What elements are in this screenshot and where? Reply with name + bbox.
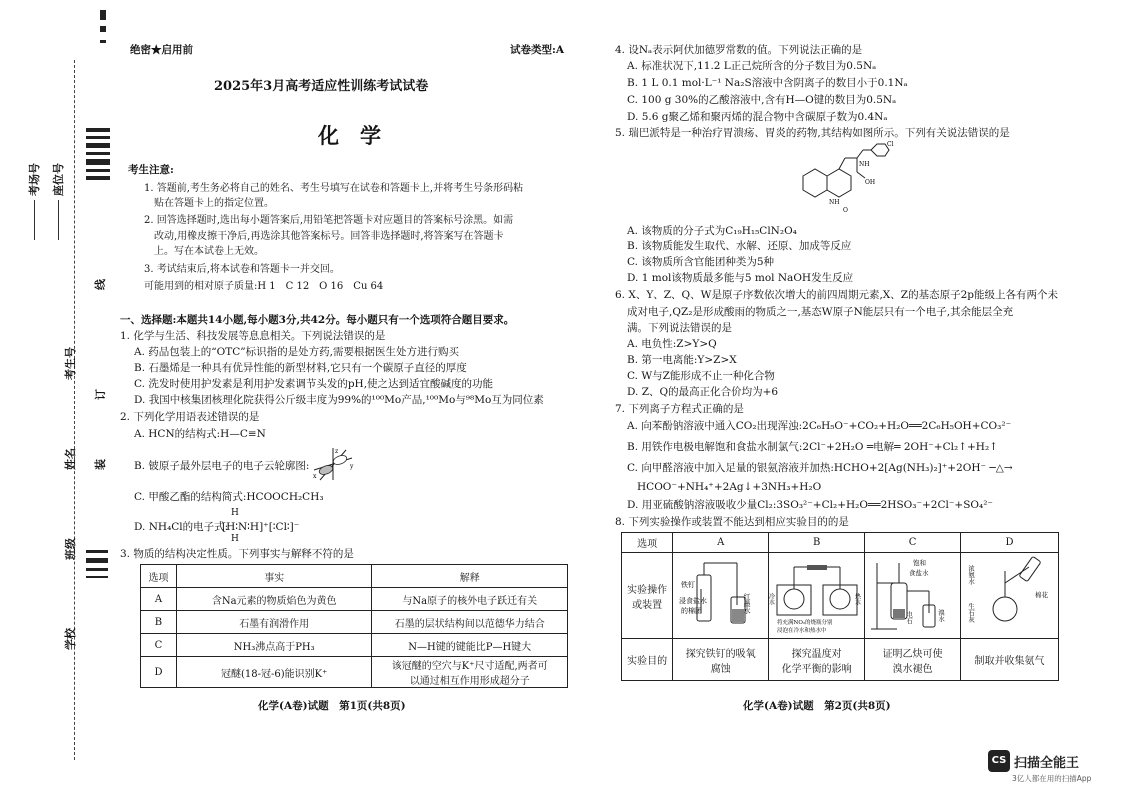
apparatus-c-label: 饱和 <box>912 559 926 567</box>
table-row <box>141 657 568 688</box>
label-school: 学校 <box>64 628 77 650</box>
label-seat: 座位号 <box>52 163 65 196</box>
row-label-purpose: 实验目的 <box>622 639 673 681</box>
q5-option-b: B. 该物质能发生取代、水解、还原、加成等反应 <box>627 240 852 252</box>
cut-line <box>74 60 75 760</box>
q4-option-a: A. 标准状况下,11.2 L正己烷所含的分子数目为0.5Nₐ <box>627 60 877 72</box>
question-6-line3: 满。下列说法错误的是 <box>627 322 732 334</box>
barcode-stripes-bottom <box>86 540 116 600</box>
purpose-c <box>865 639 961 681</box>
apparatus-d <box>961 553 1059 639</box>
question-3: 3. 物质的结构决定性质。下列事实与解释不符的是 <box>120 548 354 560</box>
cell-text: 证明乙炔可使 溴水褪色 <box>882 648 943 675</box>
q7-option-c: C. 向甲醛溶液中加入足量的银氨溶液并加热:HCHO+2[Ag(NH₃)₂]⁺+2OH⁻ ─△→ <box>627 462 1013 474</box>
q4-option-b: B. 1 L 0.1 mol·L⁻¹ Na₂S溶液中含阴离子的数目小于0.1Nₐ <box>627 77 908 89</box>
apparatus-b-diagram <box>767 553 863 635</box>
apparatus-d-label: 棉花 <box>1034 591 1048 599</box>
notice-line: 贴在答题卡上的指定位置。 <box>154 198 274 209</box>
purpose-a <box>673 639 769 681</box>
notice-line: 1. 答题前,考生务必将自己的姓名、考生号填写在试卷和答题卡上,并将考生号条形码粘 <box>144 183 524 194</box>
apparatus-c-label: 溴水 <box>936 609 945 622</box>
table-cell: C <box>141 634 177 657</box>
svg-text:x: x <box>313 473 317 480</box>
apparatus-c-label: 食盐水 <box>908 569 929 577</box>
q1-option-d: D. 我国中核集团核理化院获得公斤级丰度为99%的¹⁰⁰Mo产品,¹⁰⁰Mo与⁹⁸Mo互为同位素 <box>134 394 544 406</box>
subject-title: 化 学 <box>318 123 381 148</box>
q7-option-b: B. 用铁作电极电解饱和食盐水制氯气:2Cl⁻+2H₂O ═电解═ 2OH⁻+Cl₂↑+H₂↑ <box>627 441 998 453</box>
q1-option-b: B. 石墨烯是一种具有优异性能的新型材料,它只有一个碳原子直径的厚度 <box>134 362 467 374</box>
q6-option-a: A. 电负性:Z>Y>Q <box>627 338 717 350</box>
apparatus-b-label: 热水 <box>853 593 861 605</box>
table-cell: 该冠醚的空穴与K⁺尺寸适配,两者可 以通过相互作用形成超分子 <box>372 657 568 688</box>
apparatus-d-label: 浓氨水 <box>966 565 975 585</box>
label-student-no: 考生号 <box>64 347 77 380</box>
q6-option-c: C. W与Z能形成不止一种化合物 <box>627 370 775 382</box>
q4-option-c: C. 100 g 30%的乙酸溶液中,含有H—O键的数目为0.5Nₐ <box>627 94 897 106</box>
notice-line: 3. 考试结束后,将本试卷和答题卡一并交回。 <box>144 264 340 275</box>
q6-option-b: B. 第一电离能:Y>Z>X <box>627 354 737 366</box>
apparatus-d-diagram <box>963 553 1057 635</box>
table-row <box>141 634 568 657</box>
table-header: B <box>769 533 865 553</box>
label-ding: 订 <box>94 389 107 400</box>
section-1-header: 一、选择题:本题共14小题,每小题3分,共42分。每小题只有一个选项符合题目要求。 <box>120 314 515 326</box>
svg-text:NH: NH <box>829 199 840 206</box>
svg-text:NH: NH <box>859 161 870 168</box>
apparatus-b-label: 浸泡在冷水和热水中 <box>776 628 827 634</box>
apparatus-c-label: 电石 <box>904 611 913 624</box>
question-5: 5. 瑞巴派特是一种治疗胃溃疡、胃炎的药物,其结构如图所示。下列有关说法错误的是 <box>615 127 1010 139</box>
question-1: 1. 化学与生活、科技发展等息息相关。下列说法错误的是 <box>120 330 386 342</box>
svg-text:Cl: Cl <box>887 141 894 148</box>
cell-text: 探究铁钉的吸氧 腐蚀 <box>685 648 756 675</box>
row-label-apparatus <box>622 553 673 639</box>
paper-type: 试卷类型:A <box>510 44 565 56</box>
notice-line: 上。写在本试卷上无效。 <box>154 246 264 257</box>
table-cell: 含Na元素的物质焰色为黄色 <box>176 588 372 611</box>
exam-title: 2025年3月高考适应性训练考试试卷 <box>214 79 429 94</box>
scanner-title: 扫描全能王 <box>1014 756 1080 771</box>
svg-text:O: O <box>843 207 848 214</box>
table-cell: 冠醚(18-冠-6)能识别K⁺ <box>176 657 372 688</box>
label-class: 班级 <box>64 538 77 560</box>
table-cell: N—H键的键能比P—H键大 <box>372 634 568 657</box>
notice-line: 2. 回答选择题时,选出每小题答案后,用铅笔把答题卡对应题目的答案标号涂黑。如需 <box>144 215 514 226</box>
page-2-footer: 化学(A卷)试题 第2页(共8页) <box>743 700 891 712</box>
apparatus-c-diagram <box>867 553 959 635</box>
q2d-electron-formula: [H∶N∶H]⁺[∶Cl∶]⁻ <box>222 521 300 533</box>
question-2: 2. 下列化学用语表述错误的是 <box>120 411 260 423</box>
question-8: 8. 下列实验操作或装置不能达到相应实验目的的是 <box>615 516 849 528</box>
table-header: 事实 <box>176 565 372 588</box>
table-header: C <box>865 533 961 553</box>
table-header: D <box>961 533 1059 553</box>
question-6-line2: 成对电子,QZ₂是形成酸雨的物质之一,基态W原子N能层只有一个电子,其余能层全充 <box>627 306 1014 318</box>
cell-text: 实验操作 或装置 <box>627 584 668 611</box>
label-exam-no: 考场号 <box>28 163 41 196</box>
q2-option-b: B. 铍原子最外层电子的电子云轮廓图: <box>134 460 310 472</box>
question-8-table <box>621 532 1059 681</box>
svg-text:OH: OH <box>865 179 876 186</box>
q1-option-a: A. 药品包装上的“OTC”标识指的是处方药,需要根据医生处方进行购买 <box>134 346 459 358</box>
label-name: 姓名 <box>64 448 77 470</box>
table-header: 选项 <box>141 565 177 588</box>
q2d-top-h: H <box>231 508 239 518</box>
q5-option-d: D. 1 mol该物质最多能与5 mol NaOH发生反应 <box>627 272 854 284</box>
page-1 <box>118 0 573 794</box>
notice-line: 改动,用橡皮擦干净后,再选涂其他答案标号。回答非选择题时,将答案写在答题卡 <box>154 231 504 242</box>
atomic-mass: 可能用到的相对原子质量:H 1 C 12 O 16 Cu 64 <box>144 281 384 292</box>
q2-option-a: A. HCN的结构式:H—C≡N <box>134 428 266 440</box>
apparatus-a-label: 浸食盐水 <box>678 597 707 605</box>
q5-option-c: C. 该物质所含官能团种类为5种 <box>627 256 775 268</box>
scanner-subtitle: 3亿人都在用的扫描App <box>1012 774 1092 783</box>
table-cell: A <box>141 588 177 611</box>
p-orbital-diagram <box>310 444 356 484</box>
table-row <box>141 588 568 611</box>
scanner-logo: CS <box>988 750 1010 772</box>
page-1-footer: 化学(A卷)试题 第1页(共8页) <box>258 700 406 712</box>
apparatus-c <box>865 553 961 639</box>
apparatus-a-label: 的棉团 <box>680 607 702 615</box>
q6-option-d: D. Z、Q的最高正化合价均为+6 <box>627 386 779 398</box>
page-2 <box>603 0 1063 794</box>
table-cell: D <box>141 657 177 688</box>
apparatus-b-label: 冷水 <box>767 593 775 605</box>
table-cell: NH₃沸点高于PH₃ <box>176 634 372 657</box>
question-7: 7. 下列离子方程式正确的是 <box>615 403 744 415</box>
q7-option-c-line2: HCOO⁻+NH₄⁺+2Ag↓+3NH₃+H₂O <box>637 481 822 493</box>
label-zhuang: 装 <box>94 459 107 470</box>
label-line: 线 <box>94 279 107 290</box>
cell-text: 制取并收集氨气 <box>974 656 1045 667</box>
q4-option-d: D. 5.6 g聚乙烯和聚丙烯的混合物中含碳原子数为0.4Nₐ <box>627 111 888 123</box>
table-row <box>141 611 568 634</box>
q1-option-c: C. 洗发时使用护发素是利用护发素调节头发的pH,使之达到适宜酸碱度的功能 <box>134 378 494 390</box>
question-3-table <box>140 564 568 688</box>
table-header: 选项 <box>622 533 673 553</box>
apparatus-a <box>673 553 769 639</box>
question-6: 6. X、Y、Z、Q、W是原子序数依次增大的前四周期元素,X、Z的基态原子2p能级上各有两个未 <box>615 289 1058 301</box>
apparatus-a-label: 铁钉 <box>680 581 695 589</box>
apparatus-a-diagram <box>675 553 767 635</box>
cell-text: 探究温度对 化学平衡的影响 <box>781 648 852 675</box>
purpose-b <box>769 639 865 681</box>
q7-option-a: A. 向苯酚钠溶液中通入CO₂出现浑浊:2C₆H₅O⁻+CO₂+H₂O══2C₆H₅OH+CO₃²⁻ <box>627 420 1012 432</box>
question-4: 4. 设Nₐ表示阿伏加德罗常数的值。下列说法正确的是 <box>615 44 863 56</box>
apparatus-d-label: 生石灰 <box>966 603 975 623</box>
apparatus-b <box>769 553 865 639</box>
table-cell: 与Na原子的核外电子跃迁有关 <box>372 588 568 611</box>
table-cell: 石墨的层状结构间以范德华力结合 <box>372 611 568 634</box>
notice-title: 考生注意: <box>128 164 174 176</box>
q5-option-a: A. 该物质的分子式为C₁₉H₁₅ClN₂O₄ <box>627 225 797 237</box>
barcode-stripes <box>86 0 116 190</box>
secret-mark: 绝密★启用前 <box>130 44 193 56</box>
apparatus-a-label: 红墨水 <box>742 593 751 614</box>
table-header: A <box>673 533 769 553</box>
svg-text:y: y <box>350 463 354 470</box>
table-cell: 石墨有润滑作用 <box>176 611 372 634</box>
q7-option-d: D. 用亚硫酸钠溶液吸收少量Cl₂:3SO₃²⁻+Cl₂+H₂O══2HSO₃⁻+2Cl⁻+SO₄²⁻ <box>627 499 993 511</box>
q2-option-c: C. 甲酸乙酯的结构简式:HCOOCH₂CH₃ <box>134 491 324 503</box>
purpose-d <box>961 639 1059 681</box>
q2d-bottom-h: H <box>231 534 239 544</box>
svg-text:z: z <box>335 448 339 455</box>
table-cell: B <box>141 611 177 634</box>
table-header: 解释 <box>372 565 568 588</box>
binding-strip <box>0 0 120 794</box>
q2-option-d: D. NH₄Cl的电子式: <box>134 521 229 533</box>
rebamipide-structure <box>793 142 893 220</box>
apparatus-b-label: 将充满NO₂的烧瓶分别 <box>776 620 833 626</box>
